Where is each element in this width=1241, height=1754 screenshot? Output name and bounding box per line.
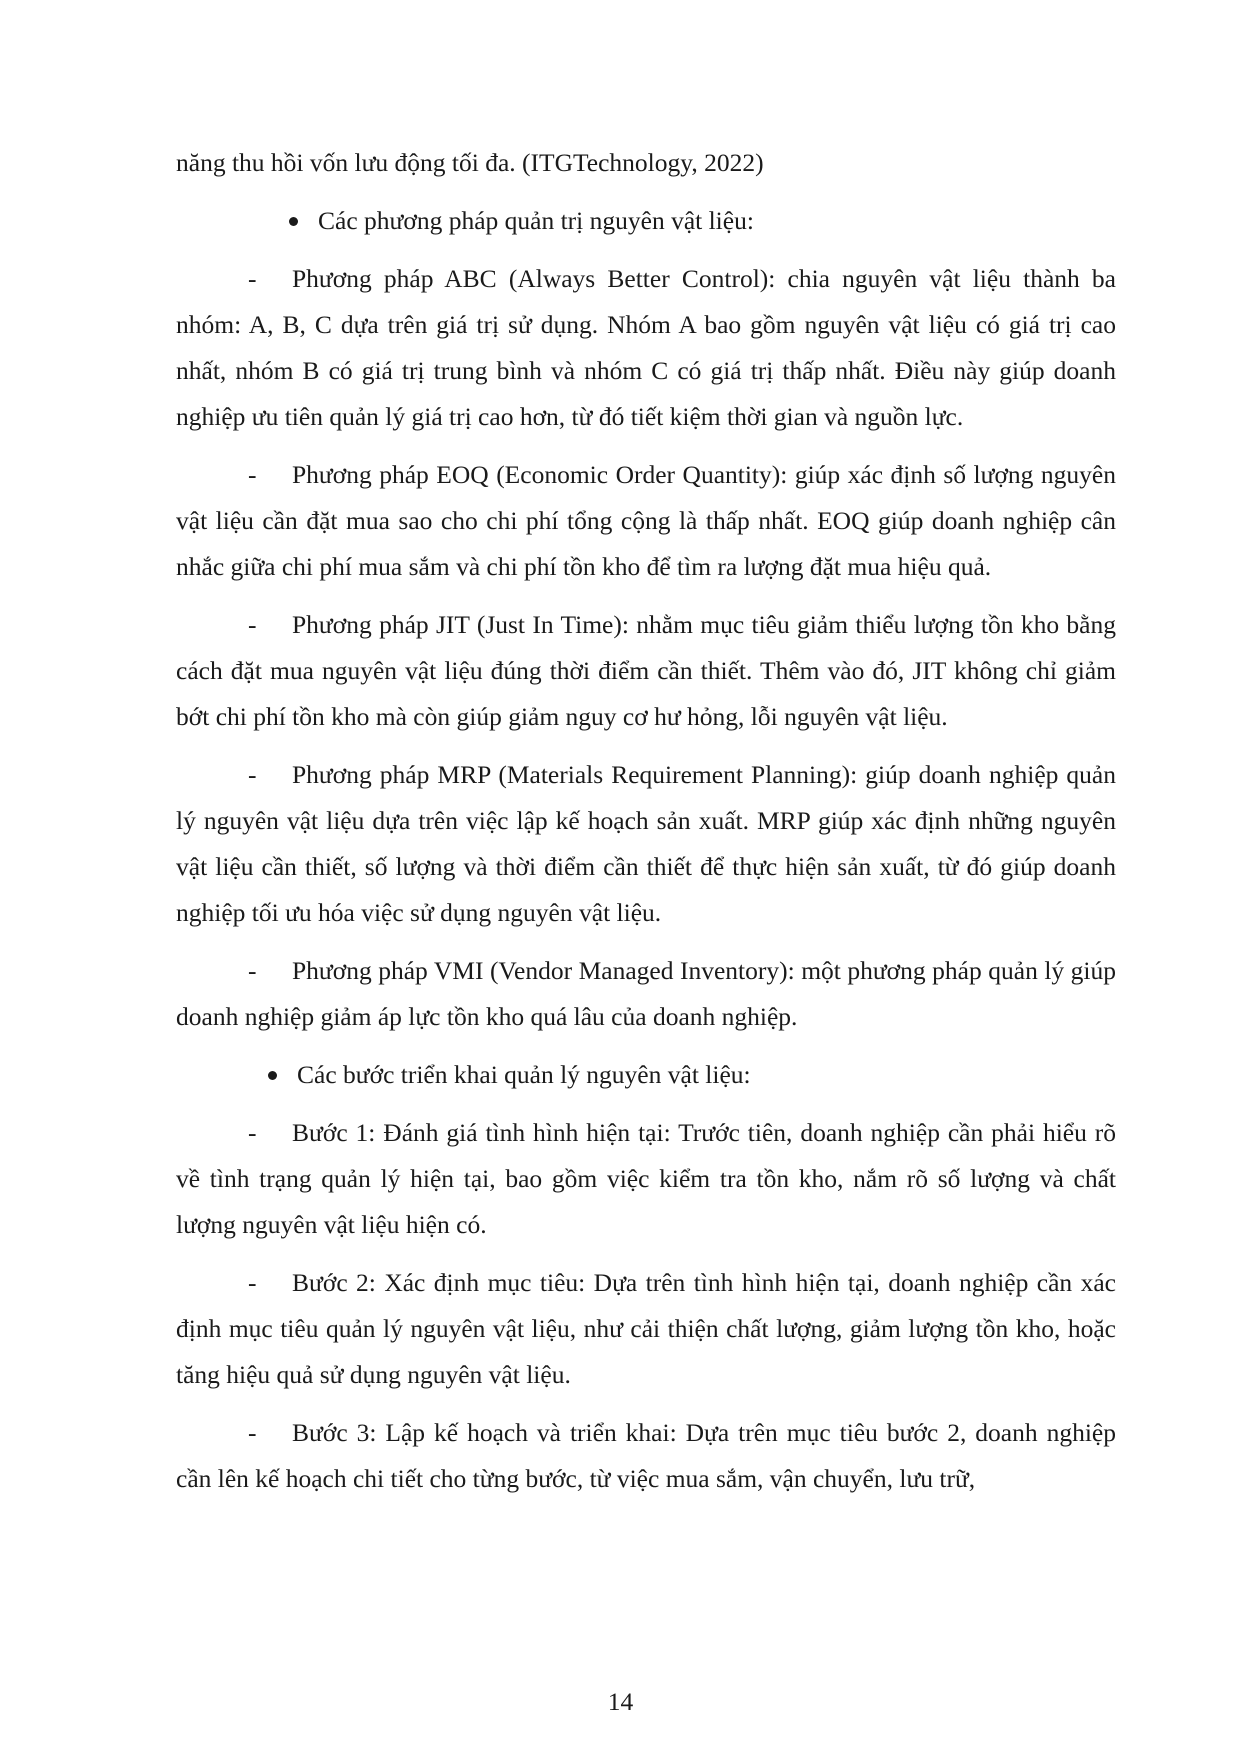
dash-marker: - [248,264,257,293]
dash-marker: - [248,1118,257,1147]
method-jit-text: Phương pháp JIT (Just In Time): nhằm mục tiêu giảm thiểu lượng tồn kho bằng cách đặt mua nguyên vật liệu đúng thời điểm cần thiết. Thêm vào đó, JIT không chỉ giảm bớt chi phí tồn kho mà còn giúp giảm nguy cơ hư hỏng, lỗi nguyên vật liệu. [176,610,1116,731]
dash-marker: - [248,610,257,639]
dash-marker: - [248,1268,257,1297]
list-item-jit [176,602,1116,740]
method-mrp-text: Phương pháp MRP (Materials Requirement Planning): giúp doanh nghiệp quản lý nguyên vật liệu dựa trên việc lập kế hoạch sản xuất. MRP giúp xác định những nguyên vật liệu cần thiết, số lượng và thời điểm cần thiết để thực hiện sản xuất, từ đó giúp doanh nghiệp tối ưu hóa việc sử dụng nguyên vật liệu. [176,760,1116,927]
list-item-step-1 [176,1110,1116,1248]
dash-marker: - [248,460,257,489]
dash-marker: - [248,760,257,789]
list-item-step-2 [176,1260,1116,1398]
list-item-abc [176,256,1116,440]
page-number: 14 [607,1687,634,1716]
dash-marker: - [248,956,257,985]
list-item-step-3 [176,1410,1116,1502]
bullet-dot-icon [289,217,298,226]
method-eoq-text: Phương pháp EOQ (Economic Order Quantity): giúp xác định số lượng nguyên vật liệu cần đặt mua sao cho chi phí tổng cộng là thấp nhất. EOQ giúp doanh nghiệp cân nhắc giữa chi phí mua sắm và chi phí tồn kho để tìm ra lượng đặt mua hiệu quả. [176,460,1116,581]
method-vmi-text: Phương pháp VMI (Vendor Managed Inventory): một phương pháp quản lý giúp doanh nghiệp giảm áp lực tồn kho quá lâu của doanh nghiệp. [176,956,1116,1031]
step-2-text: Bước 2: Xác định mục tiêu: Dựa trên tình hình hiện tại, doanh nghiệp cần xác định mục tiêu quản lý nguyên vật liệu, như cải thiện chất lượng, giảm lượng tồn kho, hoặc tăng hiệu quả sử dụng nguyên vật liệu. [176,1268,1116,1389]
list-item-eoq [176,452,1116,590]
step-3-text: Bước 3: Lập kế hoạch và triển khai: Dựa trên mục tiêu bước 2, doanh nghiệp cần lên kế hoạch chi tiết cho từng bước, từ việc mua sắm, vận chuyển, lưu trữ, [176,1418,1116,1493]
list-item-vmi [176,948,1116,1040]
bullet-dot-icon [268,1071,277,1080]
list-item-mrp [176,752,1116,936]
step-1-text: Bước 1: Đánh giá tình hình hiện tại: Trước tiên, doanh nghiệp cần phải hiểu rõ về tình trạng quản lý hiện tại, bao gồm việc kiểm tra tồn kho, nắm rõ số lượng và chất lượng nguyên vật liệu hiện có. [176,1118,1116,1239]
document-body [176,140,1116,1514]
method-abc-text: Phương pháp ABC (Always Better Control): chia nguyên vật liệu thành ba nhóm: A, B, C dựa trên giá trị sử dụng. Nhóm A bao gồm nguyên vật liệu có giá trị cao nhất, nhóm B có giá trị trung bình và nhóm C có giá trị thấp nhất. Điều này giúp doanh nghiệp ưu tiên quản lý giá trị cao hơn, từ đó tiết kiệm thời gian và nguồn lực. [176,264,1116,431]
bullet-steps [176,1052,1116,1098]
bullet-label-methods: Các phương pháp quản trị nguyên vật liệu: [318,206,754,235]
bullet-methods [176,198,1116,244]
intro-paragraph: năng thu hồi vốn lưu động tối đa. (ITGTechnology, 2022) [176,148,764,177]
dash-marker: - [248,1418,257,1447]
bullet-label-steps: Các bước triển khai quản lý nguyên vật liệu: [297,1060,751,1089]
